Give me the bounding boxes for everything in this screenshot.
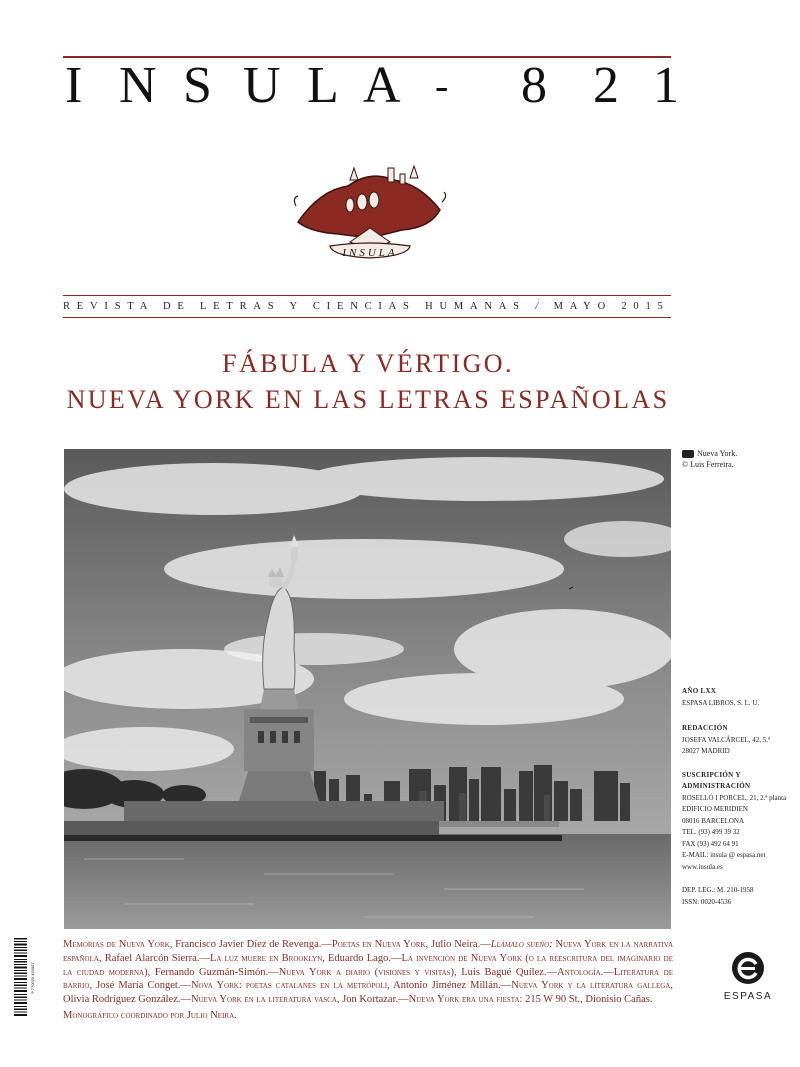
masthead-letter: N (119, 57, 157, 114)
espasa-publisher-logo (718, 950, 778, 1008)
toc-title: Nueva York en la literatura vasca, (191, 994, 340, 1006)
toc-author: 215 W 90 St., Dionisio Cañas. (522, 994, 653, 1006)
masthead-letter: U (243, 57, 281, 114)
barcode (14, 938, 36, 1018)
caption-title: Nueva York. (697, 449, 738, 458)
toc-author: Olivia Rodríguez González.— (63, 994, 191, 1006)
toc-title: Llámalo sueño: (490, 939, 553, 950)
toc-author: Eduardo Lago.— (324, 952, 402, 964)
toc-title: Nueva York y la literatura gallega, (511, 980, 673, 992)
sidebar-publisher: ESPASA LIBROS, S. L. U. (682, 698, 760, 707)
masthead-digit: 8 (521, 57, 547, 114)
toc-author: Julio Neira.— (428, 939, 491, 950)
masthead-digit: 2 (593, 57, 619, 114)
headline-line-1: FÁBULA Y VÉRTIGO. (222, 349, 514, 378)
tagline-slash: / (535, 301, 545, 312)
masthead-letter: I (65, 57, 83, 114)
masthead-info-sidebar (682, 686, 792, 914)
masthead-letter: A (363, 57, 401, 114)
coordinator-credit: Monográfico coordinado por Julio Neira. (63, 1010, 237, 1021)
toc-title: La luz muere en Brooklyn, (209, 952, 325, 964)
sidebar-suscripcion-heading: SUSCRIPCIÓN Y (682, 770, 741, 779)
toc-author: Francisco Javier Díez de Revenga.— (172, 939, 332, 950)
tagline (63, 297, 673, 317)
sidebar-redaccion-line: JOSEFA VALCÁRCEL, 42, 5.ª (682, 735, 770, 744)
sidebar-legal-deposit: DEP. LEG.: M. 210-1958 (682, 886, 754, 894)
sidebar-issn: ISSN: 0020-4536 (682, 897, 732, 906)
sidebar-phone: TEL. (93) 499 39 32 (682, 828, 740, 836)
sidebar-email: E-MAIL: insula @ espasa.net (682, 851, 766, 859)
toc-author: Rafael Alarcón Sierra.— (101, 952, 210, 964)
toc-author: Fernando Guzmán-Simón.— (150, 966, 279, 978)
masthead (63, 57, 679, 114)
toc-title: Poetas en Nueva York, (331, 939, 429, 950)
espasa-logo-icon (730, 950, 766, 986)
sidebar-fax: FAX (93) 492 64 91 (682, 839, 739, 848)
toc-author: José María Conget.— (92, 980, 191, 992)
camera-icon (682, 450, 694, 458)
caption-credit: © Luis Ferreira. (682, 460, 734, 469)
masthead-dash: - (435, 63, 449, 108)
masthead-digit: 1 (653, 57, 679, 114)
photo-caption (682, 448, 737, 470)
sidebar-year: AÑO LXX (682, 687, 717, 695)
toc-title: Nueva York era una fiesta: (408, 994, 523, 1006)
toc-author: Luis Bagué Quílez.— (456, 966, 558, 978)
logo-label: INSULA (342, 247, 398, 259)
tagline-date: MAYO 2015 (553, 301, 670, 312)
sidebar-redaccion-line: 28027 MADRID (682, 747, 730, 755)
toc-title: Nova York: poetas catalanes en la metrópoli, (190, 980, 390, 992)
toc-title: Nueva York en la narrativa española, (63, 939, 673, 964)
tagline-rule-top (63, 295, 671, 296)
toc-title: Memorias de Nueva York, (63, 939, 173, 950)
cover-photo-statue-of-liberty (64, 449, 671, 929)
toc-author: Jon Kortazar.— (339, 994, 409, 1006)
masthead-letter: S (183, 57, 212, 114)
masthead-letter: L (307, 57, 339, 114)
sidebar-website: www.insula.es (682, 862, 723, 871)
toc-title: Antología.—Literatura de barrio, (63, 966, 674, 992)
table-of-contents (63, 938, 673, 1007)
headline-line-2: NUEVA YORK EN LAS LETRAS ESPAÑOLAS (66, 385, 670, 414)
sidebar-address-line: ROSELLÓ I PORCEL, 21, 2.ª planta (682, 793, 787, 802)
toc-title: Nueva York a diario (visiones y visitas), (278, 966, 457, 978)
toc-title: La invención de Nueva York (o la reescritura del imaginario de la ciudad moderna), (63, 952, 673, 978)
tagline-subtitle: REVISTA DE LETRAS Y CIENCIAS HUMANAS (63, 301, 526, 312)
insula-island-logo (290, 150, 450, 270)
sidebar-administracion-heading: ADMINISTRACIÓN (682, 782, 751, 790)
sidebar-address-line: 08016 BARCELONA (682, 816, 745, 825)
sidebar-address-line: EDIFICIO MERIDIEN (682, 805, 748, 813)
espasa-name: ESPASA (723, 991, 773, 1002)
sidebar-redaccion-heading: REDACCIÓN (682, 724, 728, 732)
toc-author: Antonio Jiménez Millán.— (389, 980, 512, 992)
barcode-digits: 9 770020 453007 (30, 962, 35, 994)
tagline-rule-bottom (63, 317, 671, 318)
